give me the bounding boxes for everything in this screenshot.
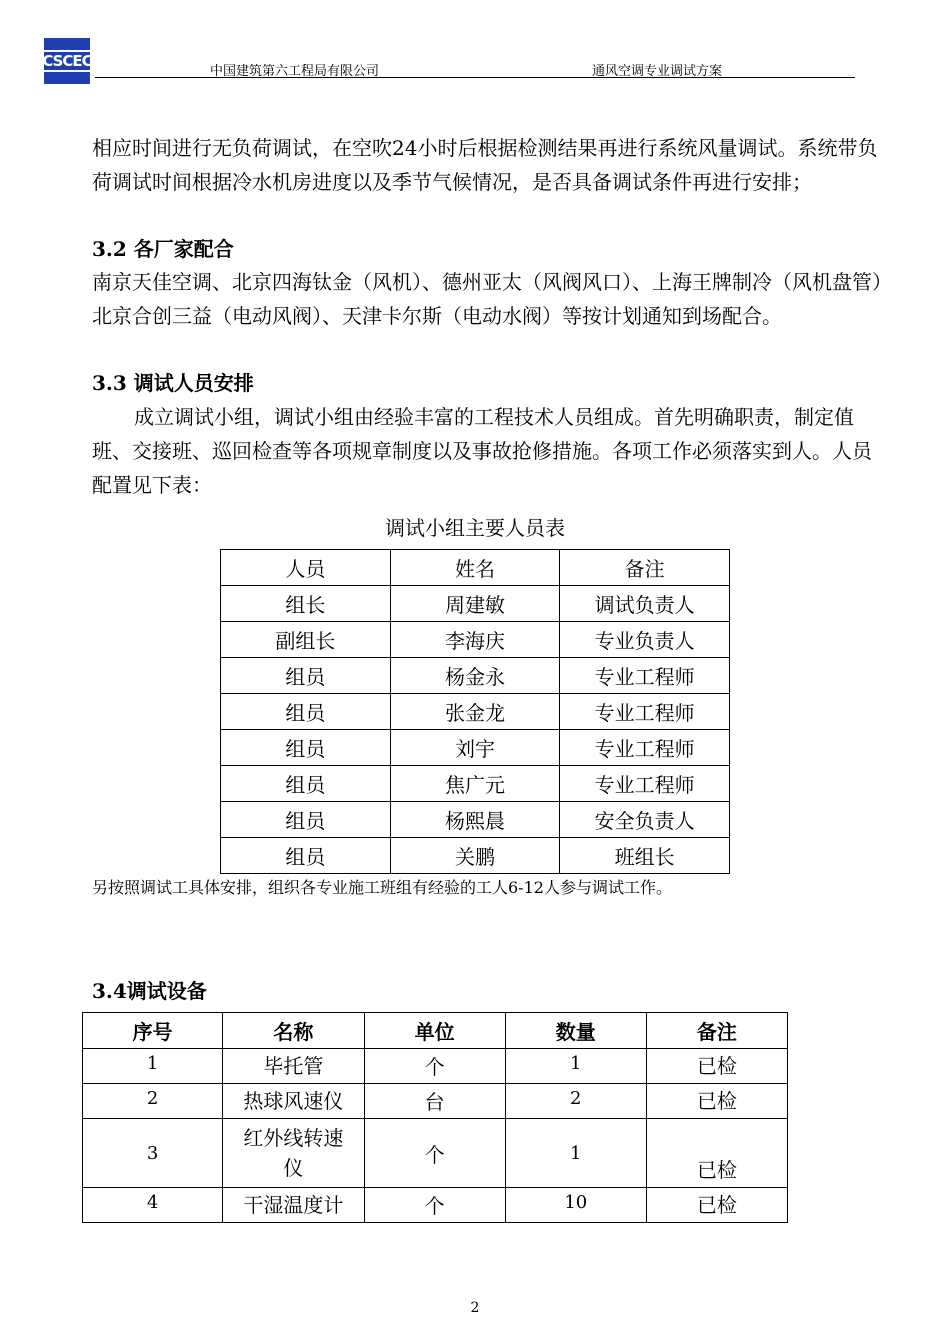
staff-table-row [221,694,730,730]
paragraph-staffing: 成立调试小组，调试小组由经验丰富的工程技术人员组成。首先明确职责，制定值班、交接班、巡回检查等各项规章制度以及事故抢修措施。各项工作必须落实到人。人员配置见下表： [92,405,872,497]
section-heading-3-2: 3.2 各厂家配合 [92,237,234,261]
equipment-table-row [83,1049,788,1084]
staff-table-header-row [221,550,730,586]
equipment-table-row [83,1188,788,1223]
staff-header-cell: 备注 [560,550,730,586]
staff-table-cell: 专业负责人 [560,622,730,658]
equipment-header-cell: 数量 [505,1013,646,1049]
header-company: 中国建筑第六工程局有限公司 [210,64,380,79]
equipment-header-cell: 单位 [364,1013,505,1049]
equipment-table-row [83,1119,788,1188]
staff-table-cell: 李海庆 [390,622,560,658]
equipment-table-cell: 干湿温度计 [223,1188,364,1223]
equipment-table-cell: 红外线转速仪 [223,1119,364,1188]
company-logo [44,38,90,84]
equipment-table-cell: 1 [505,1119,646,1188]
staff-table [220,549,730,874]
equipment-table-header-row [83,1013,788,1049]
staff-table-cell: 组员 [221,766,391,802]
logo-text: CSCEC [39,50,94,72]
equipment-table-cell: 1 [505,1049,646,1084]
staff-table-cell: 组员 [221,730,391,766]
equipment-table-cell: 2 [505,1084,646,1119]
staff-table-row [221,838,730,874]
staff-table-cell: 调试负责人 [560,586,730,622]
equipment-table-cell: 10 [505,1188,646,1223]
staff-table-row [221,802,730,838]
staff-table-cell: 专业工程师 [560,730,730,766]
staff-table-cell: 关鹏 [390,838,560,874]
staff-table-cell: 杨熙晨 [390,802,560,838]
staff-table-cell: 周建敏 [390,586,560,622]
header-rule [95,77,855,78]
equipment-table-cell: 4 [83,1188,223,1223]
staff-table-row [221,730,730,766]
paragraph-no-load-test: 相应时间进行无负荷调试，在空吹24小时后根据检测结果再进行系统风量调试。系统带负荷调试时间根据冷水机房进度以及季节气候情况，是否具备调试条件再进行安排； [92,136,878,194]
equipment-table-cell: 已检 [646,1084,787,1119]
staff-header-cell: 人员 [221,550,391,586]
staff-table-cell: 组员 [221,658,391,694]
equipment-table-cell: 已检 [646,1049,787,1084]
staff-table-caption: 调试小组主要人员表 [385,516,565,540]
equipment-header-cell: 备注 [646,1013,787,1049]
staff-table-cell: 专业工程师 [560,694,730,730]
staff-table-cell: 班组长 [560,838,730,874]
equipment-table-cell: 1 [83,1049,223,1084]
staff-table-cell: 专业工程师 [560,766,730,802]
equipment-table-cell: 2 [83,1084,223,1119]
equipment-header-cell: 名称 [223,1013,364,1049]
header-doc-title: 通风空调专业调试方案 [592,64,723,79]
equipment-header-cell: 序号 [83,1013,223,1049]
staff-table-cell: 组长 [221,586,391,622]
equipment-table-cell: 3 [83,1119,223,1188]
staff-table-row [221,586,730,622]
equipment-table-cell: 已检 [646,1119,787,1188]
equipment-table-cell: 毕托管 [223,1049,364,1084]
staff-table-cell: 副组长 [221,622,391,658]
staff-table-cell: 杨金永 [390,658,560,694]
paragraph-vendors: 南京天佳空调、北京四海钛金（风机）、德州亚太（风阀风口）、上海王牌制冷（风机盘管）北京合创三益（电动风阀）、天津卡尔斯（电动水阀）等按计划通知到场配合。 [92,270,882,328]
equipment-table-cell: 台 [364,1084,505,1119]
staff-table-cell: 组员 [221,802,391,838]
page-number: 2 [470,1300,480,1316]
equipment-table-row [83,1084,788,1119]
staff-table-cell: 焦广元 [390,766,560,802]
equipment-table-cell: 个 [364,1188,505,1223]
paragraph-workers-note: 另按照调试工具体安排，组织各专业施工班组有经验的工人6-12人参与调试工作。 [92,878,672,897]
staff-table-cell: 安全负责人 [560,802,730,838]
equipment-table-cell: 个 [364,1049,505,1084]
staff-table-cell: 刘宇 [390,730,560,766]
staff-table-row [221,658,730,694]
section-heading-3-3: 3.3 调试人员安排 [92,371,254,395]
staff-header-cell: 姓名 [390,550,560,586]
equipment-table-cell: 个 [364,1119,505,1188]
equipment-table-cell: 热球风速仪 [223,1084,364,1119]
equipment-table [82,1012,788,1223]
section-heading-3-4: 3.4调试设备 [92,979,207,1003]
staff-table-cell: 组员 [221,694,391,730]
staff-table-row [221,766,730,802]
staff-table-cell: 张金龙 [390,694,560,730]
equipment-table-cell: 已检 [646,1188,787,1223]
staff-table-cell: 专业工程师 [560,658,730,694]
staff-table-row [221,622,730,658]
staff-table-cell: 组员 [221,838,391,874]
